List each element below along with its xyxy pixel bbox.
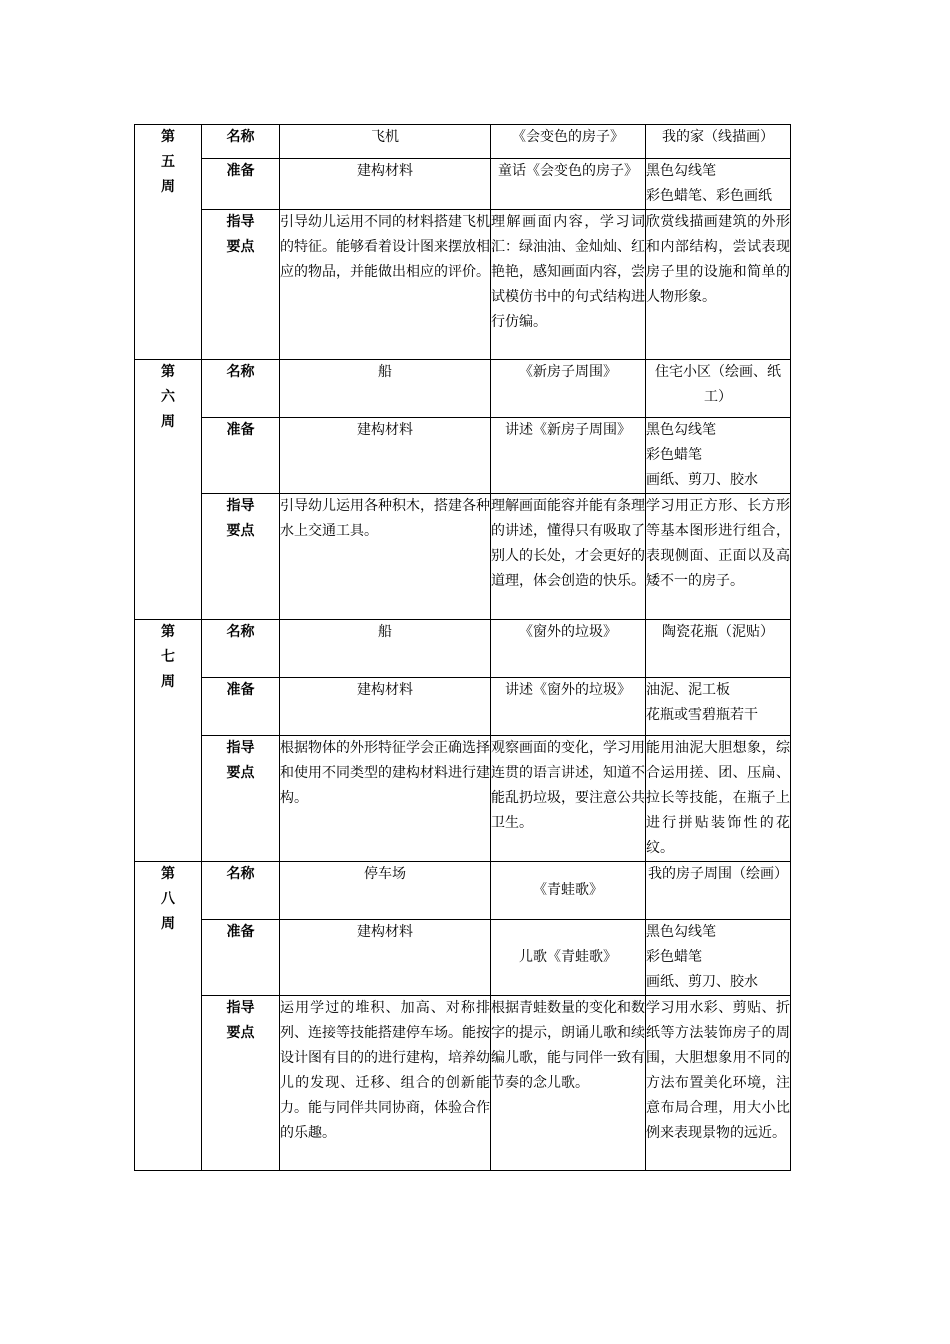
week-6-name-construction: 船 xyxy=(280,360,491,418)
week-6-guide-art: 学习用正方形、长方形等基本图形进行组合，表现侧面、正面以及高矮不一的房子。 xyxy=(646,494,791,620)
week-5-name-row xyxy=(135,125,791,159)
row-label-guide: 指导 要点 xyxy=(202,736,280,862)
week-7-guide-art: 能用油泥大胆想象，综合运用搓、团、压扁、拉长等技能，在瓶子上进行拼贴装饰性的花纹。 xyxy=(646,736,791,862)
week-8-prep-row xyxy=(135,920,791,996)
week-5-guide-language: 理解画面内容，学习词汇：绿油油、金灿灿、红艳艳，感知画面内容，尝试模仿书中的句式结构进行仿编。 xyxy=(491,210,646,360)
week-8-label: 第 八 周 xyxy=(135,862,202,1171)
week-6-prep-construction: 建构材料 xyxy=(280,418,491,494)
week-8-name-construction: 停车场 xyxy=(280,862,491,920)
week-8-prep-art: 黑色勾线笔 彩色蜡笔 画纸、剪刀、胶水 xyxy=(646,920,791,996)
week-8-guide-row xyxy=(135,996,791,1171)
row-label-guide: 指导 要点 xyxy=(202,210,280,360)
week-7-name-language: 《窗外的垃圾》 xyxy=(491,620,646,678)
week-6-prep-row xyxy=(135,418,791,494)
week-5-guide-row xyxy=(135,210,791,360)
week-5-name-language: 《会变色的房子》 xyxy=(491,125,646,159)
week-8-prep-language: 儿歌《青蛙歌》 xyxy=(491,920,646,996)
week-7-prep-row xyxy=(135,678,791,736)
week-7-guide-language: 观察画面的变化，学习用连贯的语言讲述，知道不能乱扔垃圾，要注意公共卫生。 xyxy=(491,736,646,862)
row-label-guide: 指导 要点 xyxy=(202,494,280,620)
week-8-guide-art: 学习用水彩、剪贴、折纸等方法装饰房子的周围，大胆想象用不同的方法布置美化环境，注意布局合理，用大小比例来表现景物的远近。 xyxy=(646,996,791,1171)
week-6-guide-row xyxy=(135,494,791,620)
week-5-name-art: 我的家（线描画） xyxy=(646,125,791,159)
week-5-name-construction: 飞机 xyxy=(280,125,491,159)
week-7-prep-construction: 建构材料 xyxy=(280,678,491,736)
week-8-guide-language: 根据青蛙数量的变化和数字的提示，朗诵儿歌和续编儿歌，能与同伴一致有节奏的念儿歌。 xyxy=(491,996,646,1171)
row-label-prep: 准备 xyxy=(202,159,280,210)
week-7-guide-construction: 根据物体的外形特征学会正确选择和使用不同类型的建构材料进行建构。 xyxy=(280,736,491,862)
week-6-guide-construction: 引导幼儿运用各种积木，搭建各种水上交通工具。 xyxy=(280,494,491,620)
row-label-name: 名称 xyxy=(202,125,280,159)
week-8-name-art: 我的房子周围（绘画） xyxy=(646,862,791,920)
week-6-name-row xyxy=(135,360,791,418)
week-6-label: 第 六 周 xyxy=(135,360,202,620)
row-label-name: 名称 xyxy=(202,620,280,678)
week-5-guide-art: 欣赏线描画建筑的外形和内部结构，尝试表现房子里的设施和简单的人物形象。 xyxy=(646,210,791,360)
row-label-name: 名称 xyxy=(202,360,280,418)
week-7-prep-language: 讲述《窗外的垃圾》 xyxy=(491,678,646,736)
week-5-prep-construction: 建构材料 xyxy=(280,159,491,210)
week-7-name-art: 陶瓷花瓶（泥贴） xyxy=(646,620,791,678)
week-6-name-art: 住宅小区（绘画、纸工） xyxy=(646,360,791,418)
week-7-prep-art: 油泥、泥工板 花瓶或雪碧瓶若干 xyxy=(646,678,791,736)
week-8-guide-construction: 运用学过的堆积、加高、对称排列、连接等技能搭建停车场。能按设计图有目的的进行建构，培养幼儿的发现、迁移、组合的创新能力。能与同伴共同协商，体验合作的乐趣。 xyxy=(280,996,491,1171)
row-label-prep: 准备 xyxy=(202,418,280,494)
week-5-prep-row xyxy=(135,159,791,210)
week-7-name-construction: 船 xyxy=(280,620,491,678)
week-6-prep-art: 黑色勾线笔 彩色蜡笔 画纸、剪刀、胶水 xyxy=(646,418,791,494)
week-8-name-language: 《青蛙歌》 xyxy=(491,862,646,920)
week-7-label: 第 七 周 xyxy=(135,620,202,862)
week-5-prep-language: 童话《会变色的房子》 xyxy=(491,159,646,210)
row-label-prep: 准备 xyxy=(202,920,280,996)
row-label-prep: 准备 xyxy=(202,678,280,736)
week-6-prep-language: 讲述《新房子周围》 xyxy=(491,418,646,494)
week-5-prep-art: 黑色勾线笔 彩色蜡笔、彩色画纸 xyxy=(646,159,791,210)
week-7-name-row xyxy=(135,620,791,678)
row-label-guide: 指导 要点 xyxy=(202,996,280,1171)
week-7-guide-row xyxy=(135,736,791,862)
week-6-name-language: 《新房子周围》 xyxy=(491,360,646,418)
week-5-label: 第 五 周 xyxy=(135,125,202,360)
week-6-guide-language: 理解画面能容并能有条理的讲述，懂得只有吸取了别人的长处，才会更好的道理，体会创造的快乐。 xyxy=(491,494,646,620)
row-label-name: 名称 xyxy=(202,862,280,920)
weekly-plan-table xyxy=(134,124,791,1171)
week-8-name-row xyxy=(135,862,791,920)
week-8-prep-construction: 建构材料 xyxy=(280,920,491,996)
week-5-guide-construction: 引导幼儿运用不同的材料搭建飞机的特征。能够看着设计图来摆放相应的物品，并能做出相应的评价。 xyxy=(280,210,491,360)
